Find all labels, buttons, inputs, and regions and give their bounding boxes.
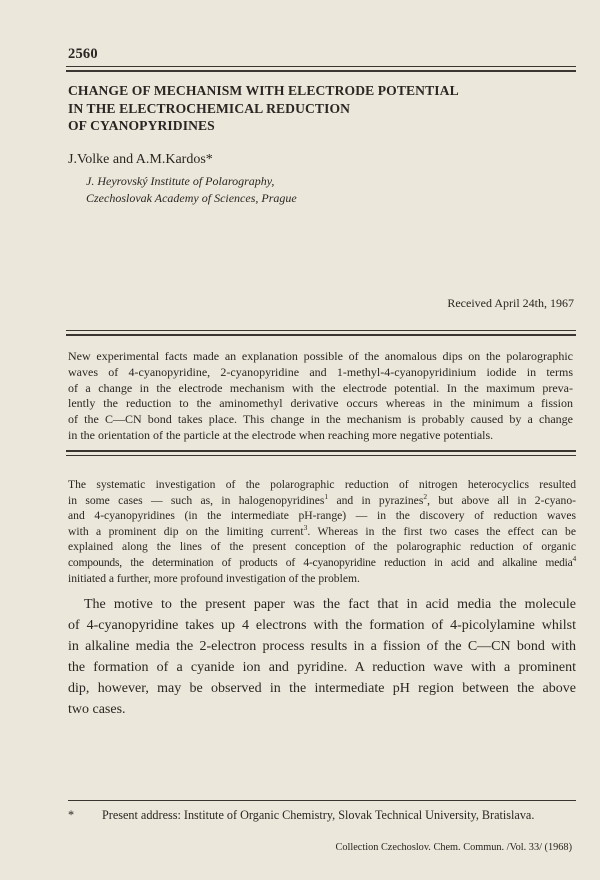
affiliation-line: J. Heyrovský Institute of Polarography, xyxy=(86,174,275,188)
title-line: IN THE ELECTROCHEMICAL REDUCTION xyxy=(68,100,351,116)
footnote-marker: * xyxy=(68,808,75,822)
text-run: . Whereas in the first two cases the effect can be xyxy=(307,524,576,538)
reference-marker: 3 xyxy=(303,522,308,532)
abstract-line: lently the reduction to the aminomethyl derivative occurs whereas in the minimum a fission xyxy=(68,396,573,411)
page-number: 2560 xyxy=(68,46,98,62)
abstract-bottom-rule-thin xyxy=(66,455,576,456)
abstract-line: in the orientation of the particle at the electrode when reaching more negative potentials. xyxy=(68,427,494,442)
text-run: and in pyrazines xyxy=(328,493,424,507)
motive-paragraph xyxy=(68,594,576,720)
paragraph-line xyxy=(68,555,576,571)
title-line: CHANGE OF MECHANISM WITH ELECTRODE POTENTIAL xyxy=(68,83,459,98)
footnote xyxy=(68,808,576,823)
paragraph-line: the formation of a cyanide ion and pyridine. A reduction wave with a prominent xyxy=(68,660,576,675)
text-run: , but above all in 2-cyano- xyxy=(427,493,576,507)
journal-footer: Collection Czechoslov. Chem. Commun. /Vol. 33/ (1968) xyxy=(335,842,572,853)
footnote-rule xyxy=(68,800,576,801)
reference-marker: 4 xyxy=(572,554,576,564)
text-run: compounds, the determination of products of 4-cyanopyridine reduction in acid and alkaline media xyxy=(68,555,573,569)
paragraph-line: initiated a further, more profound investigation of the problem. xyxy=(68,571,360,585)
text-run: with a prominent dip on the limiting current xyxy=(68,524,304,538)
paragraph-line: in alkaline media the 2-electron process results in a fission of the C—CN bond with xyxy=(68,639,576,654)
abstract-line: New experimental facts made an explanation possible of the anomalous dips on the polarographic xyxy=(68,349,573,363)
article-title xyxy=(68,82,568,135)
intro-paragraph xyxy=(68,477,576,586)
abstract-line: waves of 4-cyanopyridine, 2-cyanopyridine and 1-methyl-4-cyanopyridinium iodide in terms xyxy=(68,364,573,379)
paragraph-line xyxy=(68,493,576,509)
abstract-line: of the C—CN bond takes place. This change in the mechanism is probably caused by a change xyxy=(68,412,573,427)
affiliation-line: Czechoslovak Academy of Sciences, Prague xyxy=(86,190,297,205)
abstract xyxy=(68,349,573,444)
abstract-line: of a change in the electrode mechanism with the electrode potential. In the maximum preva- xyxy=(68,380,573,395)
paragraph-line: The motive to the present paper was the fact that in acid media the molecule xyxy=(84,597,576,612)
abstract-top-rule-thin xyxy=(66,330,576,331)
abstract-bottom-rule-thick xyxy=(66,450,576,452)
footnote-text: Present address: Institute of Organic Chemistry, Slovak Technical University, Bratislava. xyxy=(102,808,535,822)
received-date: Received April 24th, 1967 xyxy=(447,296,574,310)
text-run: in some cases — such as, in halogenopyridines xyxy=(68,493,325,507)
paragraph-line xyxy=(68,524,576,540)
paragraph-line: dip, however, may be observed in the intermediate pH region between the above xyxy=(68,681,576,696)
affiliation xyxy=(86,173,297,206)
paragraph-line: The systematic investigation of the polarographic reduction of nitrogen heterocyclics resulted xyxy=(68,478,576,491)
abstract-top-rule-thick xyxy=(66,334,576,336)
reference-marker: 1 xyxy=(324,491,329,501)
paragraph-line: explained along the lines of the present conception of the polarographic reduction of organic xyxy=(68,540,576,554)
paragraph-line: two cases. xyxy=(68,702,126,717)
title-line: OF CYANOPYRIDINES xyxy=(68,118,215,133)
header-rule-thin xyxy=(66,66,576,67)
reference-marker: 2 xyxy=(423,491,428,501)
paragraph-line: and 4-cyanopyridines (in the intermediate pH-range) — in the discovery of reduction waves xyxy=(68,509,576,523)
header-rule-thick xyxy=(66,70,576,72)
authors: J.Volke and A.M.Kardos* xyxy=(68,152,213,167)
paragraph-line: of 4-cyanopyridine takes up 4 electrons with the formation of 4-picolylamine whilst xyxy=(68,618,576,633)
